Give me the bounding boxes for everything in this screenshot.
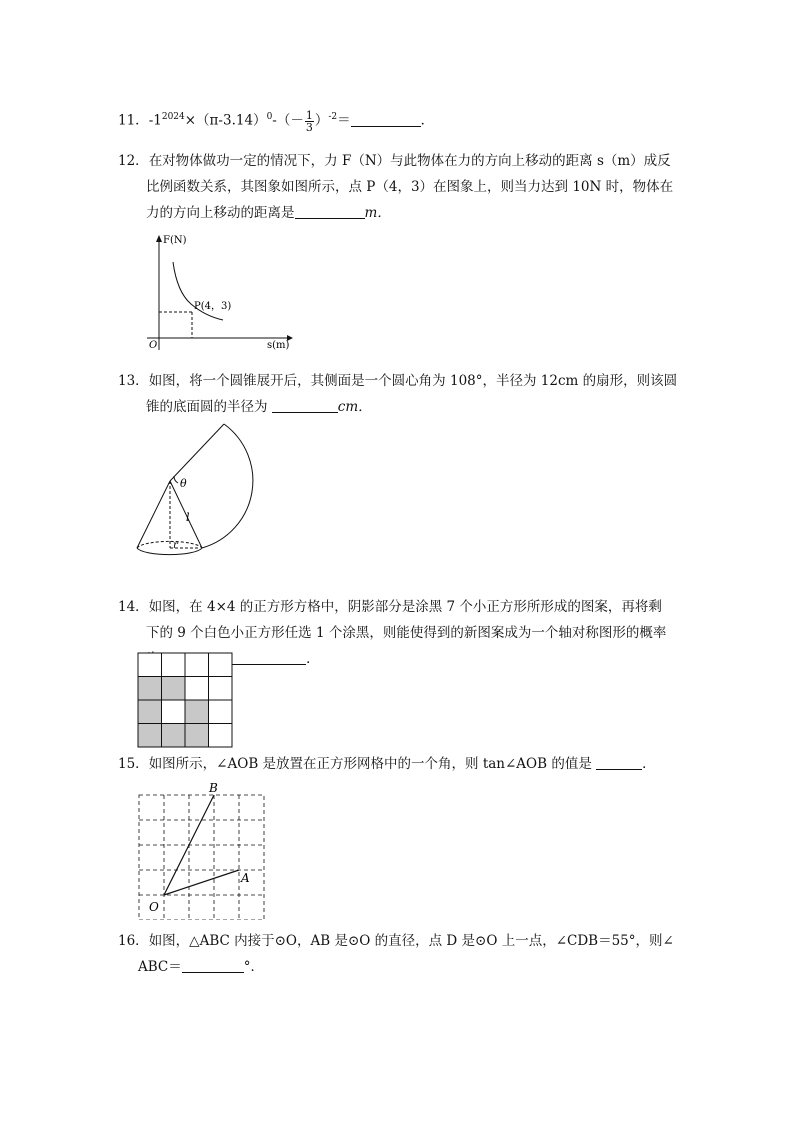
- grid-cell: [209, 724, 233, 748]
- question-15: [118, 751, 678, 777]
- answer-blank[interactable]: [351, 111, 421, 127]
- exponent: 2024: [161, 112, 185, 122]
- point-p-label: P(4，3): [194, 301, 232, 312]
- exponent: -2: [328, 112, 338, 122]
- question-11: [118, 104, 678, 134]
- cone-base-front: [137, 548, 202, 555]
- question-text: ABC＝: [138, 959, 182, 975]
- slant-l-label: l: [186, 511, 190, 524]
- question-text: 比例函数关系，其图象如图所示，点 P（4，3）在图象上，则当力达到 10N 时，物体在: [146, 179, 674, 195]
- point-b-label: B: [209, 781, 218, 795]
- grid-cell: [185, 677, 209, 701]
- grid-cell-shaded: [138, 700, 162, 724]
- question-number: 13．: [118, 373, 149, 389]
- question-number: 11．: [118, 112, 149, 129]
- grid-cell-shaded: [138, 677, 162, 701]
- question-text: 力的方向上移动的距离是: [146, 205, 295, 221]
- math-term: ）: [314, 112, 329, 129]
- grid-cell: [162, 653, 186, 677]
- math-term: ＝: [337, 112, 351, 129]
- grid-cell-shaded: [185, 724, 209, 748]
- question-number: 12．: [118, 153, 149, 169]
- grid-cell-shaded: [185, 700, 209, 724]
- x-axis-label: s(m): [267, 340, 290, 351]
- angle-grid-figure: [132, 780, 272, 920]
- punctuation: ．: [306, 651, 320, 667]
- question-text: 如图，△ABC 内接于⊙O，AB 是⊙O 的直径，点 D 是⊙O 上一点，∠CDB＝55°，则∠: [148, 933, 674, 949]
- point-o-label: O: [149, 900, 159, 914]
- answer-blank[interactable]: [272, 397, 338, 413]
- question-text: 如图所示，∠AOB 是放置在正方形网格中的一个角，则 tan∠AOB 的值是: [148, 756, 592, 772]
- punctuation: ．: [420, 112, 435, 129]
- cone-unfold-figure: [132, 418, 262, 568]
- inverse-proportion-graph: [135, 232, 295, 352]
- math-term: ×（π-3.14）: [184, 112, 267, 129]
- question-13: [118, 368, 678, 420]
- unit: °．: [243, 959, 264, 975]
- question-number: 16．: [118, 933, 149, 949]
- y-axis-arrow: [156, 235, 162, 242]
- grid-cell-shaded: [162, 724, 186, 748]
- exponent: 0: [266, 112, 273, 122]
- answer-blank[interactable]: [295, 203, 365, 219]
- grid-cell: [138, 653, 162, 677]
- question-number: 14．: [118, 599, 149, 615]
- grid-cell: [162, 700, 186, 724]
- math-term: -1: [148, 112, 162, 129]
- fraction: $\frac{1}{3}$: [305, 108, 313, 134]
- question-12: [118, 148, 678, 226]
- grid-cell-shaded: [162, 677, 186, 701]
- y-axis-label: F(N): [163, 235, 187, 246]
- grid-cell: [209, 653, 233, 677]
- answer-blank[interactable]: [596, 754, 642, 770]
- answer-blank[interactable]: [182, 957, 244, 973]
- question-text: 如图，将一个圆锥展开后，其侧面是一个圆心角为 108°，半径为 12cm 的扇形，则该圆: [148, 373, 678, 389]
- unit: cm．: [337, 399, 372, 415]
- cone-left-edge: [137, 481, 170, 548]
- sector-arc: [202, 424, 253, 548]
- theta-label: θ: [180, 477, 187, 490]
- question-text: 如图，在 4×4 的正方形方格中，阴影部分是涂黑 7 个小正方形所形成的图案，再将剩: [148, 599, 662, 615]
- grid-cell: [185, 653, 209, 677]
- math-term: -（－: [272, 112, 304, 129]
- grid-cell-shaded: [138, 724, 162, 748]
- grid-cell: [209, 677, 233, 701]
- question-16: [118, 928, 678, 980]
- origin-label: O: [149, 340, 158, 351]
- radius-r-label: r: [173, 540, 178, 551]
- question-text: 下的 9 个白色小正方形任选 1 个涂黑，则能使得到的新图案成为一个轴对称图形的概率: [146, 625, 667, 641]
- question-text: 在对物体做功一定的情况下，力 F（N）与此物体在力的方向上移动的距离 s（m）成反: [148, 153, 671, 169]
- point-a-label: A: [241, 871, 250, 885]
- question-number: 15．: [118, 756, 149, 772]
- punctuation: ．: [642, 756, 656, 772]
- grid-cell: [209, 700, 233, 724]
- angle-arc: [174, 476, 178, 483]
- square-grid-4x4: [137, 652, 233, 748]
- unit: m．: [364, 205, 391, 221]
- question-text: 锥的底面圆的半径为: [146, 399, 268, 415]
- sector-radius-top: [170, 424, 224, 481]
